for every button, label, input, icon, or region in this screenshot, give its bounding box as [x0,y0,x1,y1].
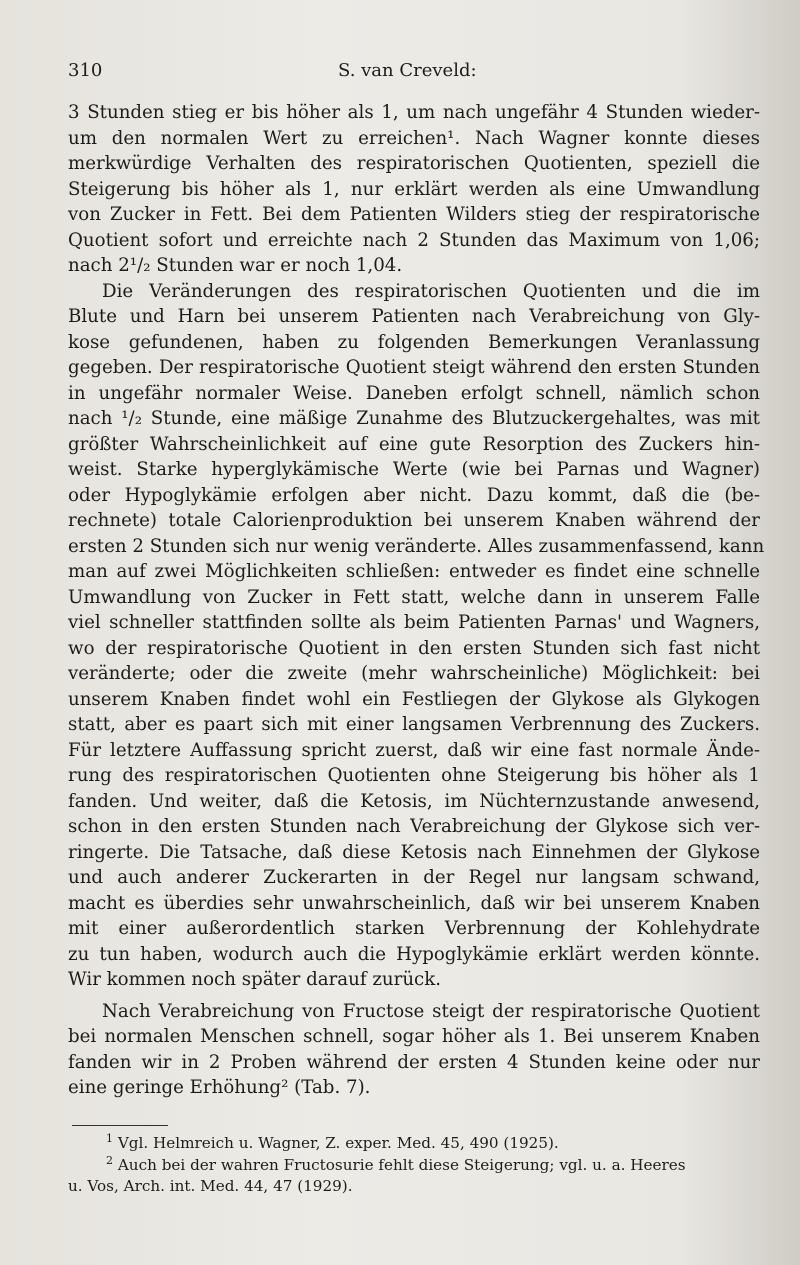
text-line: weist. Starke hyperglykämische Werte (wie bei Parnas und Wagner) [68,459,760,480]
text-line: Für letztere Auffassung spricht zuerst, daß wir eine fast normale Ände- [68,739,760,761]
page-header [68,60,730,90]
text-line: von Zucker in Fett. Bei dem Patienten Wilders stieg der respiratorische [68,204,760,225]
footnote-text: Auch bei der wahren Fructosurie fehlt diese Steigerung; vgl. u. a. Heeres [117,1155,686,1174]
text-line: nach ¹/₂ Stunde, eine mäßige Zunahme des Blutzuckergehaltes, was mit [68,408,760,429]
text-line: nach 2¹/₂ Stunden war er noch 1,04. [68,255,403,276]
page-number: 310 [68,60,103,81]
text-line: wo der respiratorische Quotient in den ersten Stunden sich fast nicht [68,637,760,659]
text-line: Umwandlung von Zucker in Fett statt, welche dann in unserem Falle [68,586,760,608]
body-text [68,100,765,1101]
text-line: mit einer außerordentlich starken Verbrennung der Kohlehydrate [68,918,760,939]
text-line: statt, aber es paart sich mit einer langsamen Verbrennung des Zuckers. [68,714,760,735]
text-line: Quotient sofort und erreichte nach 2 Stunden das Maximum von 1,06; [68,229,760,251]
footnote-divider [72,1125,168,1126]
paragraph-3 [68,999,760,1101]
text-line: oder Hypoglykämie erfolgen aber nicht. Dazu kommt, daß die (be- [68,484,760,506]
footnote-1 [68,1133,758,1155]
paragraph-2 [68,279,765,993]
text-line: unserem Knaben findet wohl ein Festliegen der Glykose als Glykogen [68,688,760,710]
text-line: man auf zwei Möglichkeiten schließen: entweder es findet eine schnelle [68,561,760,582]
footnote-2-continued: u. Vos, Arch. int. Med. 44, 47 (1929). [68,1177,353,1195]
text-line: fanden. Und weiter, daß die Ketosis, im Nüchternzustande anwesend, [68,790,760,812]
text-line: eine geringe Erhöhung² (Tab. 7). [68,1077,371,1098]
text-line: Die Veränderungen des respiratorischen Quotienten und die im [102,280,760,302]
text-line: Wir kommen noch später darauf zurück. [68,969,442,990]
text-line: schon in den ersten Stunden nach Verabreichung der Glykose sich ver- [68,816,760,837]
footnote-2 [68,1155,758,1177]
text-line: veränderte; oder die zweite (mehr wahrscheinliche) Möglichkeit: bei [68,663,760,684]
text-line: zu tun haben, wodurch auch die Hypoglykämie erklärt werden könnte. [68,943,760,965]
text-line: rechnete) totale Calorienproduktion bei unserem Knaben während der [68,510,760,531]
text-line: fanden wir in 2 Proben während der ersten 4 Stunden keine oder nur [68,1051,760,1073]
text-line: kose gefundenen, haben zu folgenden Bemerkungen Veranlassung [68,331,760,353]
text-line: Steigerung bis höher als 1, nur erklärt werden als eine Umwandlung [68,178,760,200]
footnotes [68,1133,758,1198]
text-line: Blute und Harn bei unserem Patienten nach Verabreichung von Gly- [68,306,760,327]
text-line: merkwürdige Verhalten des respiratorischen Quotienten, speziell die [68,153,760,174]
running-head: S. van Creveld: [338,60,477,81]
paragraph-1 [68,100,760,279]
text-line: bei normalen Menschen schnell, sogar höher als 1. Bei unserem Knaben [68,1026,760,1047]
text-line: um den normalen Wert zu erreichen¹. Nach Wagner konnte dieses [68,127,760,149]
text-line: größter Wahrscheinlichkeit auf eine gute Resorption des Zuckers hin- [68,433,760,455]
text-line: in ungefähr normaler Weise. Daneben erfolgt schnell, nämlich schon [68,382,760,404]
text-line: rung des respiratorischen Quotienten ohne Steigerung bis höher als 1 [68,765,760,786]
text-line: Nach Verabreichung von Fructose steigt der respiratorische Quotient [102,1000,760,1022]
text-line: und auch anderer Zuckerarten in der Regel nur langsam schwand, [68,867,760,888]
text-line: ringerte. Die Tatsache, daß diese Ketosis nach Einnehmen der Glykose [68,841,760,863]
text-line: viel schneller stattfinden sollte als beim Patienten Parnas' und Wagners, [68,612,760,633]
footnote-text: Vgl. Helmreich u. Wagner, Z. exper. Med. 45, 490 (1925). [117,1134,559,1152]
text-line: macht es überdies sehr unwahrscheinlich, daß wir bei unserem Knaben [68,892,760,914]
text-line: 3 Stunden stieg er bis höher als 1, um nach ungefähr 4 Stunden wieder- [68,102,760,123]
footnote-marker: 2 [106,1153,113,1167]
footnote-marker: 1 [106,1131,113,1145]
text-line: ersten 2 Stunden sich nur wenig veränderte. Alles zusammenfassend, kann [68,535,765,557]
text-line: gegeben. Der respiratorische Quotient steigt während den ersten Stunden [68,357,760,378]
